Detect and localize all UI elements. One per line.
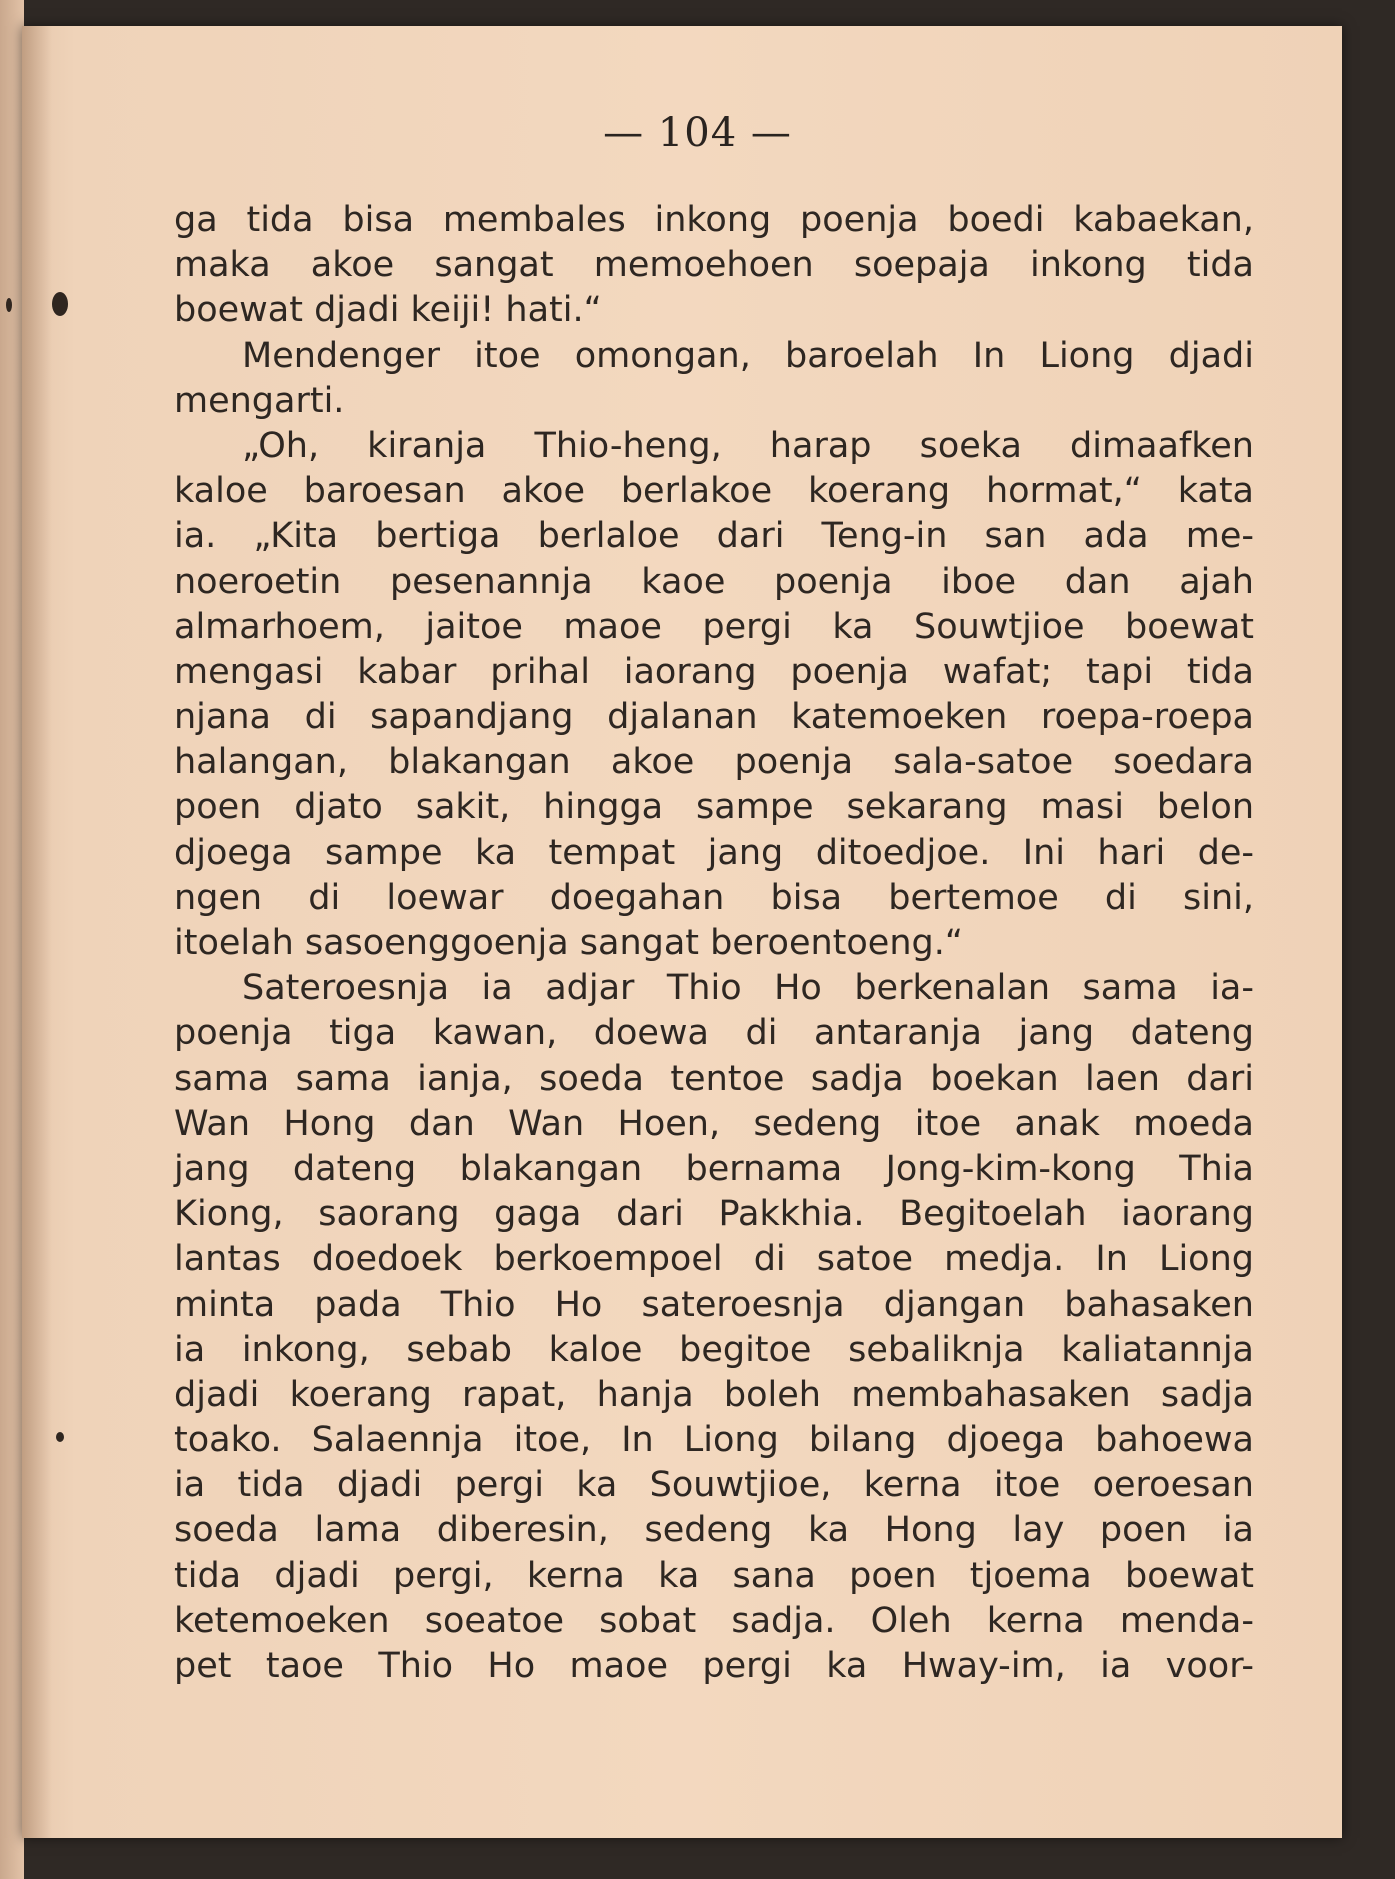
text-line: djadi koerang rapat, hanja boleh membahasaken sadja (174, 1374, 1254, 1415)
text-line: minta pada Thio Ho sateroesnja djangan bahasaken (174, 1284, 1254, 1325)
text-line: „Oh, kiranja Thio-heng, harap soeka dimaafken (242, 425, 1254, 466)
book-spine-edge (0, 0, 24, 1879)
text-line: pet taoe Thio Ho maoe pergi ka Hway-im, ia voor- (174, 1646, 1254, 1686)
text-line: poenja tiga kawan, doewa di antaranja jang dateng (174, 1013, 1254, 1054)
text-line: mengasi kabar prihal iaorang poenja wafat; tapi tida (174, 651, 1254, 692)
text-line: maka akoe sangat memoehoen soepaja inkong tida (174, 245, 1254, 286)
text-line: Sateroesnja ia adjar Thio Ho berkenalan sama ia- (242, 968, 1254, 1009)
text-line: halangan, blakangan akoe poenja sala-satoe soedara (174, 742, 1254, 783)
text-line: itoelah sasoenggoenja sangat beroentoeng.“ (174, 923, 963, 963)
text-line: ia inkong, sebab kaloe begitoe sebaliknja kaliatannja (174, 1329, 1254, 1370)
text-line: sama sama ianja, soeda tentoe sadja boekan laen dari (174, 1058, 1254, 1099)
paragraph (174, 334, 1254, 424)
text-line: Mendenger itoe omongan, baroelah In Liong djadi (242, 335, 1254, 376)
text-line: ia. „Kita bertiga berlaloe dari Teng-in san ada me- (174, 516, 1254, 557)
text-line: mengarti. (174, 380, 345, 421)
text-line: ia tida djadi pergi ka Souwtjioe, kerna itoe oeroesan (174, 1465, 1254, 1506)
text-line: toako. Salaennja itoe, In Liong bilang djoega bahoewa (174, 1420, 1254, 1461)
text-line: soeda lama diberesin, sedeng ka Hong lay poen ia (174, 1510, 1254, 1551)
text-line: ketemoeken soeatoe sobat sadja. Oleh kerna menda- (174, 1600, 1254, 1641)
text-line: kaloe baroesan akoe berlakoe koerang hormat,“ kata (174, 471, 1254, 512)
ink-speck (52, 292, 68, 316)
text-line: Kiong, saorang gaga dari Pakkhia. Begitoelah iaorang (174, 1194, 1254, 1235)
paragraph (174, 966, 1254, 1689)
gutter-shadow (22, 26, 52, 1838)
text-line: jang dateng blakangan bernama Jong-kim-kong Thia (174, 1148, 1254, 1189)
paragraph (174, 424, 1254, 966)
text-line: tida djadi pergi, kerna ka sana poen tjoema boewat (174, 1555, 1254, 1596)
text-line: boewat djadi keiji! hati.“ (174, 290, 602, 331)
text-line: poen djato sakit, hingga sampe sekarang masi belon (174, 787, 1254, 828)
text-line: almarhoem, jaitoe maoe pergi ka Souwtjioe boewat (174, 606, 1254, 647)
ink-speck (6, 298, 12, 312)
body-text (174, 198, 1254, 1689)
text-line: Wan Hong dan Wan Hoen, sedeng itoe anak moeda (174, 1103, 1254, 1144)
text-line: ga tida bisa membales inkong poenja boedi kabaekan, (174, 200, 1254, 240)
text-line: njana di sapandjang djalanan katemoeken roepa-roepa (174, 697, 1254, 738)
text-line: noeroetin pesenannja kaoe poenja iboe dan ajah (174, 561, 1254, 602)
text-line: ngen di loewar doegahan bisa bertemoe di sini, (174, 877, 1254, 918)
text-line: lantas doedoek berkoempoel di satoe medja. In Liong (174, 1239, 1254, 1280)
text-line: djoega sampe ka tempat jang ditoedjoe. Ini hari de- (174, 832, 1254, 873)
ink-speck (56, 1432, 64, 1442)
page-number: — 104 — (603, 110, 792, 156)
paragraph (174, 198, 1254, 334)
